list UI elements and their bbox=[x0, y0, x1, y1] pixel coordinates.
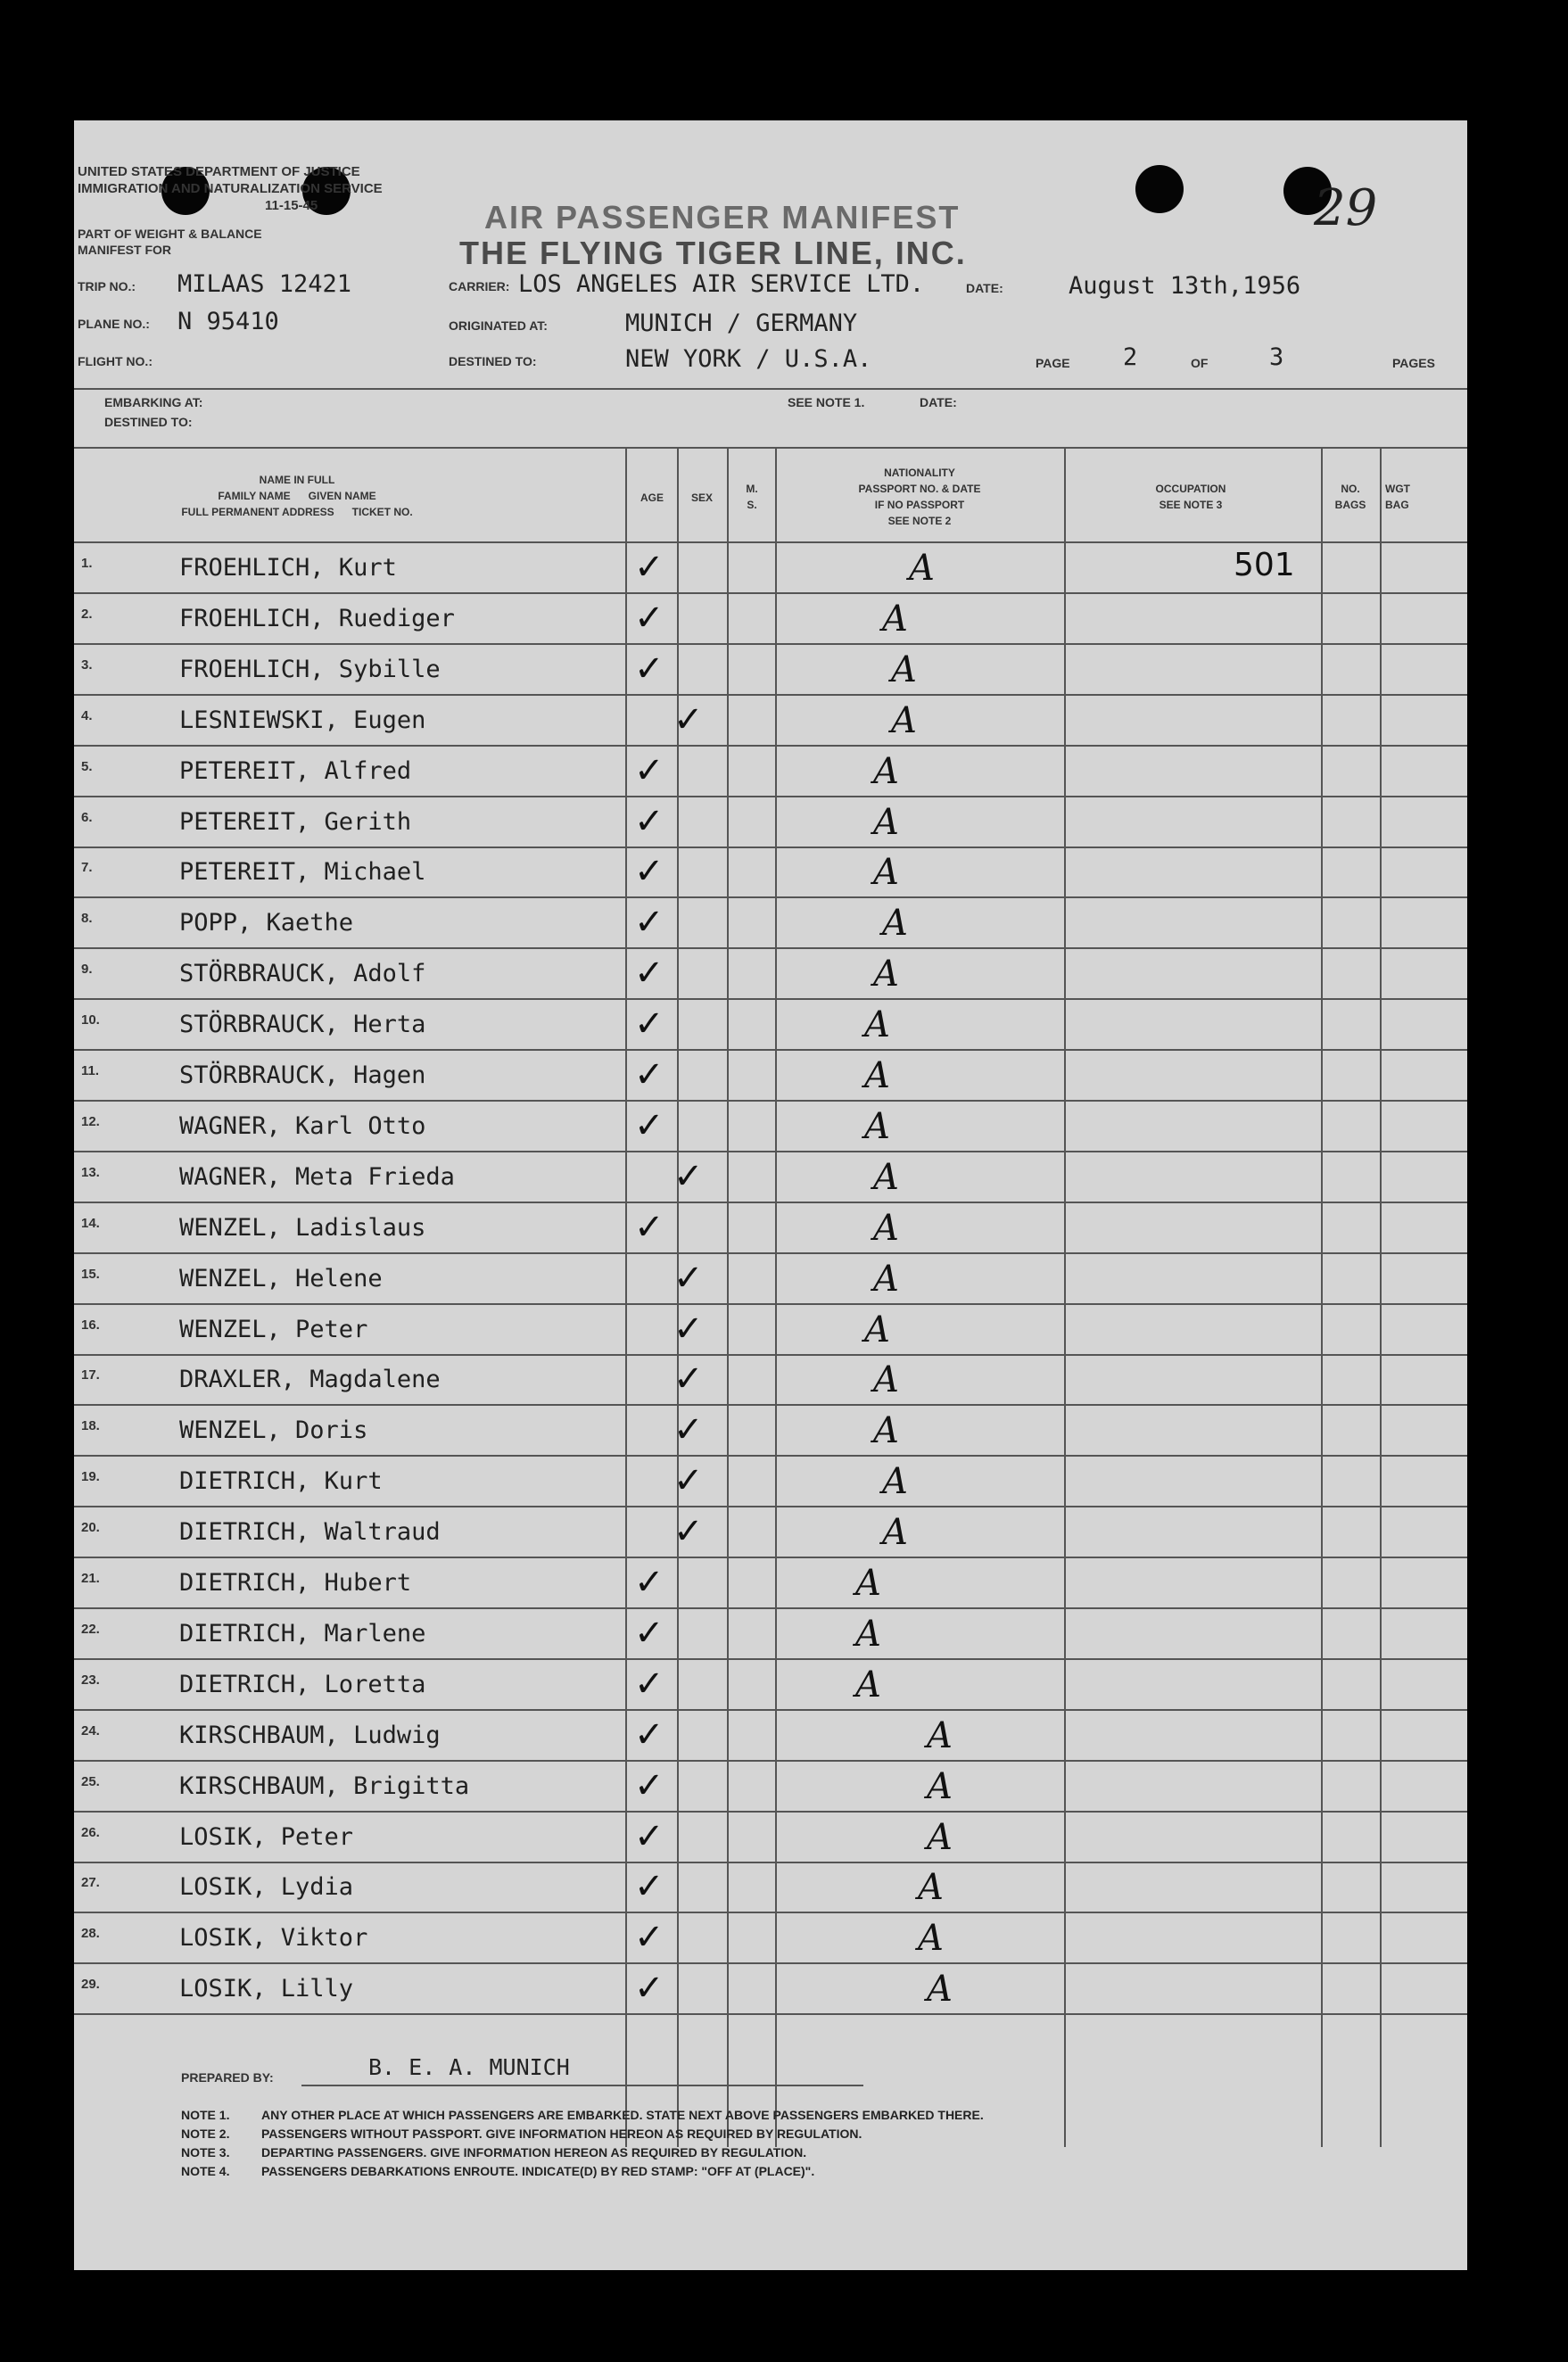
agency-block bbox=[78, 163, 383, 214]
passenger-name: DIETRICH, Kurt bbox=[179, 1467, 383, 1496]
nationality-mark: A bbox=[864, 1004, 890, 1046]
check-mark: ✓ bbox=[673, 698, 704, 740]
table-top-rule bbox=[74, 447, 1467, 449]
table-row bbox=[74, 1102, 1467, 1152]
agency-line: IMMIGRATION AND NATURALIZATION SERVICE bbox=[78, 181, 383, 196]
passenger-name: DIETRICH, Loretta bbox=[179, 1670, 426, 1698]
column-header-line: BAG bbox=[1385, 499, 1409, 511]
passenger-name: LOSIK, Lydia bbox=[179, 1873, 354, 1902]
nationality-mark: A bbox=[873, 750, 899, 792]
of-label: OF bbox=[1191, 356, 1209, 370]
nationality-mark: A bbox=[855, 1563, 881, 1604]
check-mark: ✓ bbox=[634, 800, 664, 842]
row-number: 28. bbox=[81, 1926, 100, 1942]
column-header-line: WGT bbox=[1385, 483, 1410, 495]
embarking-label: EMBARKING AT: bbox=[104, 395, 203, 409]
table-row bbox=[74, 1507, 1467, 1558]
nationality-mark: A bbox=[855, 1613, 881, 1655]
check-mark: ✓ bbox=[673, 1511, 704, 1553]
row-number: 11. bbox=[81, 1063, 100, 1078]
column-header-line: PASSPORT NO. & DATE bbox=[858, 483, 981, 495]
passenger-name: DIETRICH, Waltraud bbox=[179, 1518, 441, 1547]
column-header-line: S. bbox=[747, 499, 757, 511]
check-mark: ✓ bbox=[673, 1359, 704, 1400]
nationality-mark: A bbox=[873, 1156, 899, 1198]
passenger-name: WAGNER, Karl Otto bbox=[179, 1111, 426, 1140]
plane-label: PLANE NO.: bbox=[78, 317, 150, 331]
row-number: 12. bbox=[81, 1113, 100, 1129]
table-row bbox=[74, 1406, 1467, 1457]
passenger-name: WENZEL, Peter bbox=[179, 1315, 368, 1343]
notes-block bbox=[181, 2106, 984, 2181]
row-number: 25. bbox=[81, 1773, 100, 1789]
date-label: DATE: bbox=[966, 281, 1003, 295]
nationality-mark: A bbox=[873, 1258, 899, 1300]
part-line: PART OF WEIGHT & BALANCE bbox=[78, 227, 262, 241]
table-row bbox=[74, 1000, 1467, 1051]
check-mark: ✓ bbox=[673, 1257, 704, 1299]
passenger-name: FROEHLICH, Ruediger bbox=[179, 604, 455, 632]
column-header-line: M. bbox=[746, 483, 758, 495]
header-rule bbox=[74, 388, 1467, 390]
column-header-line: FAMILY NAME GIVEN NAME bbox=[218, 490, 376, 502]
carrier-value: LOS ANGELES AIR SERVICE LTD. bbox=[518, 270, 925, 298]
nationality-mark: A bbox=[891, 648, 917, 690]
table-row bbox=[74, 645, 1467, 696]
row-number: 4. bbox=[81, 707, 93, 723]
table-row bbox=[74, 1203, 1467, 1254]
nationality-mark: A bbox=[891, 699, 917, 741]
nationality-mark: A bbox=[864, 1105, 890, 1147]
passenger-name: KIRSCHBAUM, Brigitta bbox=[179, 1772, 470, 1800]
title-air-passenger-manifest: AIR PASSENGER MANIFEST bbox=[484, 199, 961, 235]
table-row bbox=[74, 1152, 1467, 1203]
row-number: 8. bbox=[81, 911, 93, 927]
passenger-name: WENZEL, Ladislaus bbox=[179, 1213, 426, 1242]
nationality-mark: A bbox=[918, 1867, 944, 1909]
passenger-name: FROEHLICH, Kurt bbox=[179, 554, 397, 582]
note-key: NOTE 1. bbox=[181, 2108, 230, 2122]
table-row bbox=[74, 1305, 1467, 1356]
table-row bbox=[74, 1913, 1467, 1964]
column-header-line: IF NO PASSPORT bbox=[874, 499, 965, 511]
destined-to-label: DESTINED TO: bbox=[104, 415, 193, 429]
column-header-ms bbox=[729, 481, 775, 513]
row-number: 21. bbox=[81, 1571, 100, 1586]
table-row bbox=[74, 1355, 1467, 1406]
check-mark: ✓ bbox=[634, 1206, 664, 1248]
passenger-name: WAGNER, Meta Frieda bbox=[179, 1162, 455, 1191]
row-number: 24. bbox=[81, 1722, 100, 1738]
prepared-by-value: B. E. A. MUNICH bbox=[368, 2054, 570, 2080]
column-header-line: NO. bbox=[1341, 483, 1360, 495]
table-row bbox=[74, 898, 1467, 949]
nationality-mark: A bbox=[882, 903, 908, 945]
column-header-line: OCCUPATION bbox=[1155, 483, 1226, 495]
nationality-mark: A bbox=[909, 548, 935, 589]
occupation-code: 501 bbox=[1234, 547, 1295, 583]
row-rule bbox=[74, 2013, 1467, 2015]
agency-line: 11-15-45 bbox=[265, 198, 318, 213]
check-mark: ✓ bbox=[634, 547, 664, 588]
nationality-mark: A bbox=[855, 1664, 881, 1705]
row-number: 17. bbox=[81, 1367, 100, 1383]
check-mark: ✓ bbox=[634, 1562, 664, 1603]
table-row bbox=[74, 1964, 1467, 2015]
table-row bbox=[74, 543, 1467, 594]
note-line bbox=[181, 2162, 984, 2181]
passenger-name: DIETRICH, Hubert bbox=[179, 1569, 412, 1597]
passenger-name: DIETRICH, Marlene bbox=[179, 1619, 426, 1648]
check-mark: ✓ bbox=[634, 1054, 664, 1095]
passenger-name: LOSIK, Lilly bbox=[179, 1975, 354, 2003]
see-note-label: SEE NOTE 1. bbox=[788, 395, 865, 409]
row-number: 19. bbox=[81, 1469, 100, 1485]
check-mark: ✓ bbox=[634, 1714, 664, 1755]
pages-label: PAGES bbox=[1392, 356, 1435, 370]
trip-label: TRIP NO.: bbox=[78, 279, 136, 293]
column-header-bags bbox=[1323, 481, 1378, 513]
row-number: 14. bbox=[81, 1215, 100, 1231]
note-text: DEPARTING PASSENGERS. GIVE INFORMATION HEREON AS REQUIRED BY REGULATION. bbox=[261, 2145, 807, 2160]
passenger-name: KIRSCHBAUM, Ludwig bbox=[179, 1721, 441, 1749]
check-mark: ✓ bbox=[634, 1764, 664, 1806]
check-mark: ✓ bbox=[634, 749, 664, 791]
carrier-label: CARRIER: bbox=[449, 279, 510, 293]
note-line bbox=[181, 2106, 984, 2125]
row-number: 15. bbox=[81, 1266, 100, 1282]
note-line bbox=[181, 2143, 984, 2162]
column-header-wgt bbox=[1385, 481, 1424, 513]
date2-label: DATE: bbox=[920, 395, 957, 409]
plane-value: N 95410 bbox=[177, 308, 279, 335]
passenger-name: STÖRBRAUCK, Herta bbox=[179, 1011, 426, 1039]
nationality-mark: A bbox=[927, 1816, 953, 1858]
passenger-name: PETEREIT, Gerith bbox=[179, 807, 412, 836]
part-of-manifest bbox=[78, 226, 262, 258]
manifest-sheet bbox=[74, 120, 1467, 2270]
check-mark: ✓ bbox=[634, 597, 664, 639]
row-number: 18. bbox=[81, 1418, 100, 1434]
table-row bbox=[74, 1711, 1467, 1762]
row-number: 23. bbox=[81, 1672, 100, 1688]
passenger-name: WENZEL, Doris bbox=[179, 1416, 368, 1445]
table-row bbox=[74, 1660, 1467, 1711]
nationality-mark: A bbox=[882, 1512, 908, 1554]
note-key: NOTE 3. bbox=[181, 2145, 230, 2160]
check-mark: ✓ bbox=[634, 648, 664, 690]
row-number: 5. bbox=[81, 758, 93, 774]
nationality-mark: A bbox=[927, 1969, 953, 2011]
column-header-line: FULL PERMANENT ADDRESS TICKET NO. bbox=[181, 506, 413, 518]
trip-value: MILAAS 12421 bbox=[177, 270, 352, 298]
nationality-mark: A bbox=[927, 1765, 953, 1807]
destined-value: NEW YORK / U.S.A. bbox=[625, 345, 872, 373]
passenger-name: LESNIEWSKI, Eugen bbox=[179, 706, 426, 734]
passenger-name: STÖRBRAUCK, Adolf bbox=[179, 960, 426, 988]
check-mark: ✓ bbox=[634, 1968, 664, 2010]
check-mark: ✓ bbox=[634, 1663, 664, 1705]
column-header-line: NATIONALITY bbox=[884, 467, 955, 479]
row-number: 27. bbox=[81, 1875, 100, 1891]
check-mark: ✓ bbox=[634, 851, 664, 893]
column-header-nationality bbox=[777, 465, 1062, 529]
row-number: 16. bbox=[81, 1317, 100, 1333]
nationality-mark: A bbox=[927, 1714, 953, 1756]
table-row bbox=[74, 747, 1467, 797]
page-value: 2 bbox=[1123, 343, 1138, 371]
check-mark: ✓ bbox=[673, 1308, 704, 1350]
passenger-name: WENZEL, Helene bbox=[179, 1264, 383, 1292]
check-mark: ✓ bbox=[673, 1409, 704, 1451]
of-value: 3 bbox=[1269, 343, 1284, 371]
table-row bbox=[74, 1457, 1467, 1507]
nationality-mark: A bbox=[918, 1918, 944, 1960]
check-mark: ✓ bbox=[634, 1866, 664, 1908]
row-number: 9. bbox=[81, 962, 93, 978]
date-value: August 13th,1956 bbox=[1069, 272, 1301, 300]
table-row bbox=[74, 1051, 1467, 1102]
passenger-name: LOSIK, Viktor bbox=[179, 1924, 368, 1953]
row-number: 13. bbox=[81, 1164, 100, 1180]
nationality-mark: A bbox=[873, 954, 899, 995]
row-number: 1. bbox=[81, 556, 93, 571]
row-number: 3. bbox=[81, 657, 93, 673]
nationality-mark: A bbox=[882, 598, 908, 640]
table-row bbox=[74, 1862, 1467, 1913]
title-airline: THE FLYING TIGER LINE, INC. bbox=[459, 235, 967, 271]
table-row bbox=[74, 1254, 1467, 1305]
table-row bbox=[74, 1762, 1467, 1813]
row-number: 10. bbox=[81, 1012, 100, 1028]
nationality-mark: A bbox=[873, 852, 899, 894]
destined-label: DESTINED TO: bbox=[449, 354, 537, 368]
originated-label: ORIGINATED AT: bbox=[449, 318, 548, 333]
check-mark: ✓ bbox=[673, 1155, 704, 1197]
punch-hole-right bbox=[1135, 165, 1184, 213]
row-number: 6. bbox=[81, 809, 93, 825]
note-text: ANY OTHER PLACE AT WHICH PASSENGERS ARE EMBARKED. STATE NEXT ABOVE PASSENGERS EMBARKED THERE. bbox=[261, 2108, 984, 2122]
column-header-line: BAGS bbox=[1334, 499, 1366, 511]
column-header-line: NAME IN FULL bbox=[259, 474, 335, 486]
note-text: PASSENGERS DEBARKATIONS ENROUTE. INDICATE(D) BY RED STAMP: "OFF AT (PLACE)". bbox=[261, 2164, 815, 2178]
passenger-name: PETEREIT, Michael bbox=[179, 858, 426, 887]
column-header-name bbox=[154, 472, 440, 520]
check-mark: ✓ bbox=[634, 1003, 664, 1045]
check-mark: ✓ bbox=[673, 1460, 704, 1502]
passenger-name: FROEHLICH, Sybille bbox=[179, 655, 441, 683]
table-row bbox=[74, 696, 1467, 747]
page-label: PAGE bbox=[1036, 356, 1070, 370]
passenger-name: POPP, Kaethe bbox=[179, 909, 354, 937]
note-key: NOTE 4. bbox=[181, 2164, 230, 2178]
check-mark: ✓ bbox=[634, 1612, 664, 1654]
nationality-mark: A bbox=[873, 1359, 899, 1401]
flight-label: FLIGHT NO.: bbox=[78, 354, 153, 368]
row-number: 22. bbox=[81, 1621, 100, 1637]
column-header-sex: SEX bbox=[690, 491, 713, 504]
passenger-name: PETEREIT, Alfred bbox=[179, 756, 412, 785]
nationality-mark: A bbox=[873, 1207, 899, 1249]
passenger-name: STÖRBRAUCK, Hagen bbox=[179, 1061, 426, 1089]
column-header-occupation bbox=[1066, 481, 1316, 513]
nationality-mark: A bbox=[864, 1055, 890, 1096]
note-line bbox=[181, 2125, 984, 2143]
table-row bbox=[74, 594, 1467, 645]
note-text: PASSENGERS WITHOUT PASSPORT. GIVE INFORMATION HEREON AS REQUIRED BY REGULATION. bbox=[261, 2127, 862, 2141]
prepared-by-line bbox=[301, 2085, 863, 2086]
check-mark: ✓ bbox=[634, 1815, 664, 1857]
nationality-mark: A bbox=[882, 1461, 908, 1503]
nationality-mark: A bbox=[864, 1309, 890, 1350]
note-key: NOTE 2. bbox=[181, 2127, 230, 2141]
passenger-name: LOSIK, Peter bbox=[179, 1822, 354, 1851]
table-row bbox=[74, 847, 1467, 898]
check-mark: ✓ bbox=[634, 902, 664, 944]
part-line: MANIFEST FOR bbox=[78, 243, 171, 257]
nationality-mark: A bbox=[873, 801, 899, 843]
table-row bbox=[74, 797, 1467, 848]
originated-value: MUNICH / GERMANY bbox=[625, 310, 858, 337]
column-header-age: AGE bbox=[640, 491, 664, 504]
row-number: 26. bbox=[81, 1824, 100, 1840]
prepared-by-label: PREPARED BY: bbox=[181, 2070, 274, 2085]
row-number: 29. bbox=[81, 1977, 100, 1993]
column-header-line: SEE NOTE 3 bbox=[1159, 499, 1223, 511]
check-mark: ✓ bbox=[634, 1917, 664, 1959]
agency-line: UNITED STATES DEPARTMENT OF JUSTICE bbox=[78, 164, 360, 179]
table-row bbox=[74, 949, 1467, 1000]
row-number: 2. bbox=[81, 606, 93, 622]
table-row bbox=[74, 1558, 1467, 1609]
check-mark: ✓ bbox=[634, 1104, 664, 1146]
table-row bbox=[74, 1609, 1467, 1660]
nationality-mark: A bbox=[873, 1410, 899, 1452]
row-number: 20. bbox=[81, 1520, 100, 1536]
handwritten-page-annotation: 29 bbox=[1314, 179, 1378, 237]
row-number: 7. bbox=[81, 860, 93, 876]
column-header-line: SEE NOTE 2 bbox=[887, 515, 952, 527]
passenger-name: DRAXLER, Magdalene bbox=[179, 1366, 441, 1394]
table-row bbox=[74, 1813, 1467, 1863]
check-mark: ✓ bbox=[634, 953, 664, 995]
